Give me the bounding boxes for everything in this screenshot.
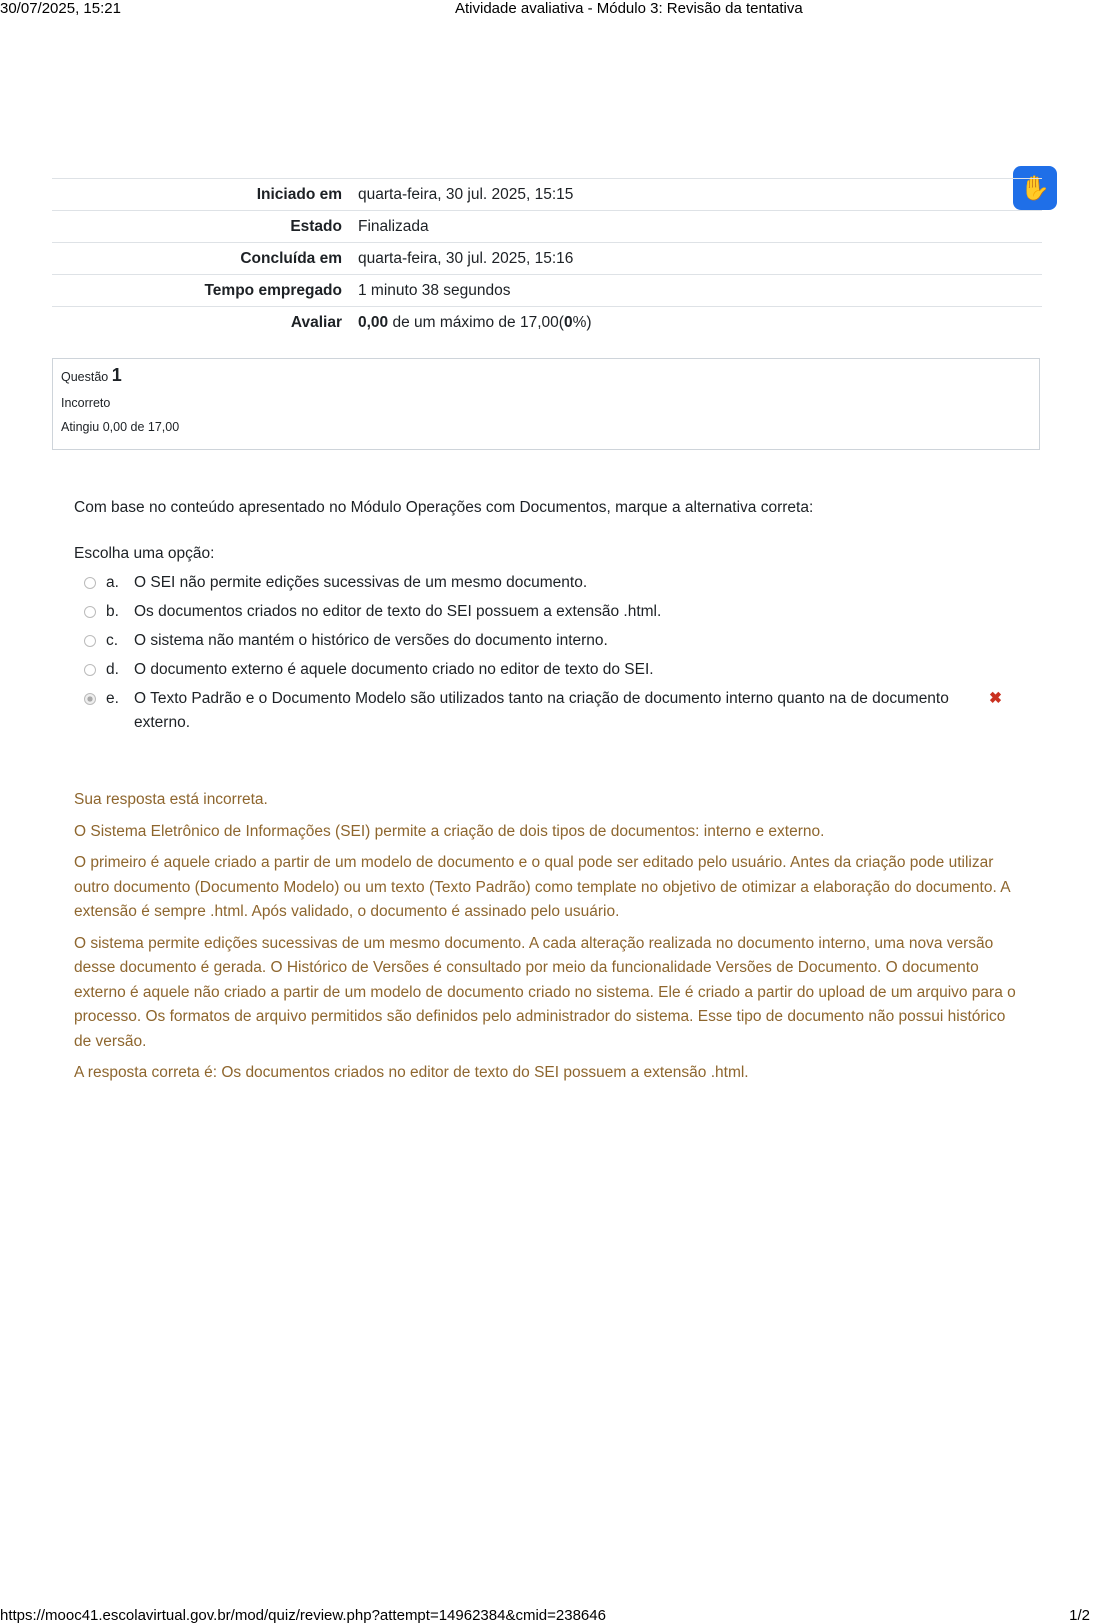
- question-number: 1: [111, 365, 122, 385]
- option-text: Os documentos criados no editor de texto do SEI possuem a extensão .html.: [134, 603, 662, 620]
- hand-icon: ✋: [1020, 174, 1050, 202]
- value-completed: quarta-feira, 30 jul. 2025, 15:16: [350, 243, 1042, 275]
- value-grade: [350, 307, 1042, 339]
- feedback-paragraph: O primeiro é aquele criado a partir de um modelo de documento e o qual pode ser editado pelo usuário. Antes da criação pode utilizar outro documento (Documento Modelo) ou um texto (Texto Padrão) como template no objetivo de otimizar a elaboração do documento. A extensão é sempre .html. Após validado, o documento é assinado pelo usuário.: [74, 854, 1010, 920]
- question-info: [52, 358, 1040, 450]
- question-content: [74, 496, 1024, 735]
- grade-percent: 0: [563, 314, 573, 331]
- radio-d[interactable]: [84, 664, 96, 676]
- feedback-paragraph: O Sistema Eletrônico de Informações (SEI) permite a criação de dois tipos de documentos: interno e externo.: [74, 822, 825, 840]
- option-text: O SEI não permite edições sucessivas de um mesmo documento.: [134, 574, 588, 591]
- value-state: Finalizada: [350, 211, 1042, 243]
- feedback-correct-answer: A resposta correta é: Os documentos criados no editor de texto do SEI possuem a extensão .html.: [74, 1064, 749, 1081]
- label-time: Tempo empregado: [52, 275, 350, 307]
- radio-b[interactable]: [84, 606, 96, 618]
- feedback: [74, 788, 1024, 1093]
- incorrect-x-icon: ✖: [989, 690, 1002, 707]
- question-prompt: Escolha uma opção:: [74, 545, 215, 562]
- feedback-paragraph: O sistema permite edições sucessivas de um mesmo documento. A cada alteração realizada no documento interno, uma nova versão desse documento é gerada. O Histórico de Versões é consultado por meio da funcionalidade Versões de Documento. O documento externo é aquele não criado a partir de um modelo de documento criado no sistema. Ele é criado a partir do upload de um arquivo para o processo. Os formatos de arquivo permitidos são definidos pelo administrador do sistema. Esse tipo de documento não possui histórico de versão.: [74, 934, 1016, 1050]
- option-letter: e.: [106, 690, 119, 707]
- option-a[interactable]: [74, 571, 1024, 595]
- option-letter: c.: [106, 632, 119, 649]
- option-b[interactable]: [74, 600, 1024, 624]
- attempt-summary: [52, 178, 1042, 338]
- grade-max: de um máximo de 17,00(: [388, 314, 564, 331]
- option-text: O documento externo é aquele documento criado no editor de texto do SEI.: [134, 661, 654, 678]
- label-state: Estado: [52, 211, 350, 243]
- value-started: quarta-feira, 30 jul. 2025, 15:15: [350, 179, 1042, 211]
- option-text: O sistema não mantém o histórico de versões do documento interno.: [134, 632, 608, 649]
- radio-a[interactable]: [84, 577, 96, 589]
- option-letter: a.: [106, 574, 119, 591]
- grade: 0,00: [358, 314, 389, 331]
- print-title: Atividade avaliativa - Módulo 3: Revisão da tentativa: [455, 0, 803, 17]
- radio-e[interactable]: [84, 693, 96, 705]
- question-status: Incorreto: [61, 396, 111, 410]
- print-url: https://mooc41.escolavirtual.gov.br/mod/quiz/review.php?attempt=14962384&cmid=238646: [0, 1607, 606, 1624]
- label-completed: Concluída em: [52, 243, 350, 275]
- label-started: Iniciado em: [52, 179, 350, 211]
- question-mark: Atingiu 0,00 de 17,00: [61, 420, 180, 434]
- option-d[interactable]: [74, 658, 1024, 682]
- grade-end: %): [572, 314, 592, 331]
- question-text: Com base no conteúdo apresentado no Módulo Operações com Documentos, marque a alternativa correta:: [74, 499, 814, 516]
- question-label: Questão: [61, 370, 109, 384]
- option-text: O Texto Padrão e o Documento Modelo são utilizados tanto na criação de documento interno quanto na de documento externo.: [134, 690, 949, 731]
- option-c[interactable]: [74, 629, 1024, 653]
- radio-c[interactable]: [84, 635, 96, 647]
- option-e[interactable]: [74, 687, 1024, 735]
- label-grade: Avaliar: [52, 307, 350, 339]
- print-page: 1/2: [1069, 1607, 1090, 1624]
- value-time: 1 minuto 38 segundos: [350, 275, 1042, 307]
- option-letter: d.: [106, 661, 119, 678]
- feedback-result: Sua resposta está incorreta.: [74, 791, 268, 808]
- option-letter: b.: [106, 603, 119, 620]
- print-datetime: 30/07/2025, 15:21: [0, 0, 121, 17]
